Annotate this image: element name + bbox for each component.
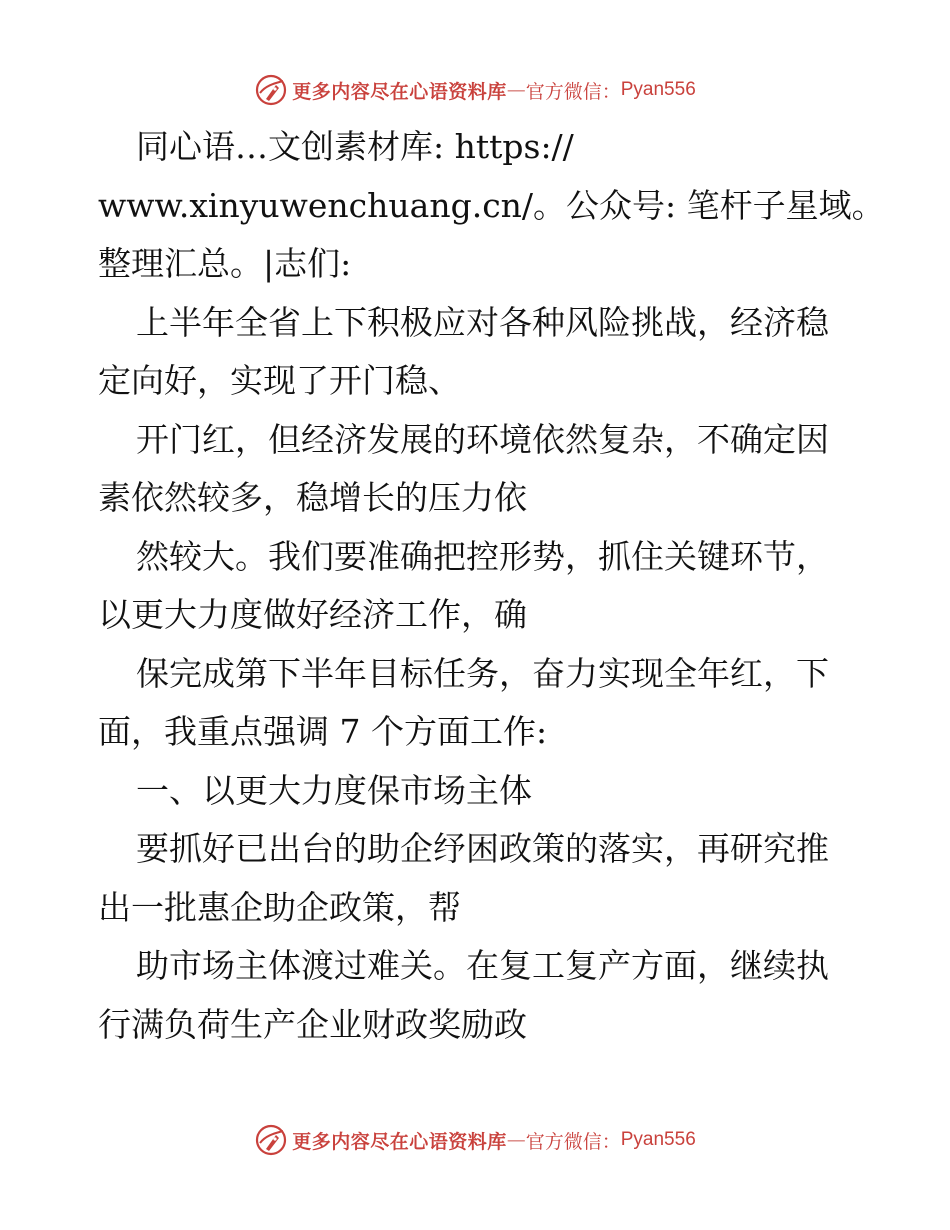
banner-brand-text: 更多内容尽在心语资料库 [292,1130,507,1153]
banner-wechat-label: 官方微信： [525,1130,621,1153]
body-line: 素依然较多，稳增长的压力依 [98,478,527,517]
body-line: 保完成第下半年目标任务，奋力实现全年红，下 [136,653,829,693]
body-line: 助市场主体渡过难关。在复工复产方面，继续执 [136,946,829,985]
section-heading: 一、以更大力度保市场主体 [136,770,532,810]
pen-nib-logo-icon [254,1123,288,1157]
body-line: 整理汇总。|志们: [98,244,352,283]
body-line: 然较大。我们要准确把控形势，抓住关键环节， [136,536,829,576]
body-line: 开门红，但经济发展的环境依然复杂，不确定因 [136,419,829,459]
document-body [98,118,885,1054]
banner-separator: — [506,79,526,101]
banner-wechat-id: Pyan556 [620,1129,696,1150]
header-banner [0,70,950,110]
body-line: 以更大力度做好经济工作，确 [98,595,527,634]
banner-separator: — [506,1129,526,1151]
body-line: 上半年全省上下积极应对各种风险挑战，经济稳 [136,302,829,342]
body-line: 要抓好已出台的助企纾困政策的落实，再研究推 [136,829,829,868]
banner-wechat-id: Pyan556 [620,79,696,100]
banner-brand-text: 更多内容尽在心语资料库 [292,80,507,103]
body-line: 同心语…文创素材库: https:// [136,127,574,166]
body-line: 出一批惠企助企政策，帮 [98,887,461,927]
banner-wechat-label: 官方微信： [525,80,621,103]
body-line: 行满负荷生产企业财政奖励政 [98,1004,527,1044]
body-line: 定向好，实现了开门稳、 [98,361,461,400]
body-line: www.xinyuwenchuang.cn/。公众号: 笔杆子星域。 [98,185,885,225]
body-line: 面，我重点强调 7 个方面工作: [98,712,548,751]
pen-nib-logo-icon [254,73,288,107]
footer-banner [0,1120,950,1160]
